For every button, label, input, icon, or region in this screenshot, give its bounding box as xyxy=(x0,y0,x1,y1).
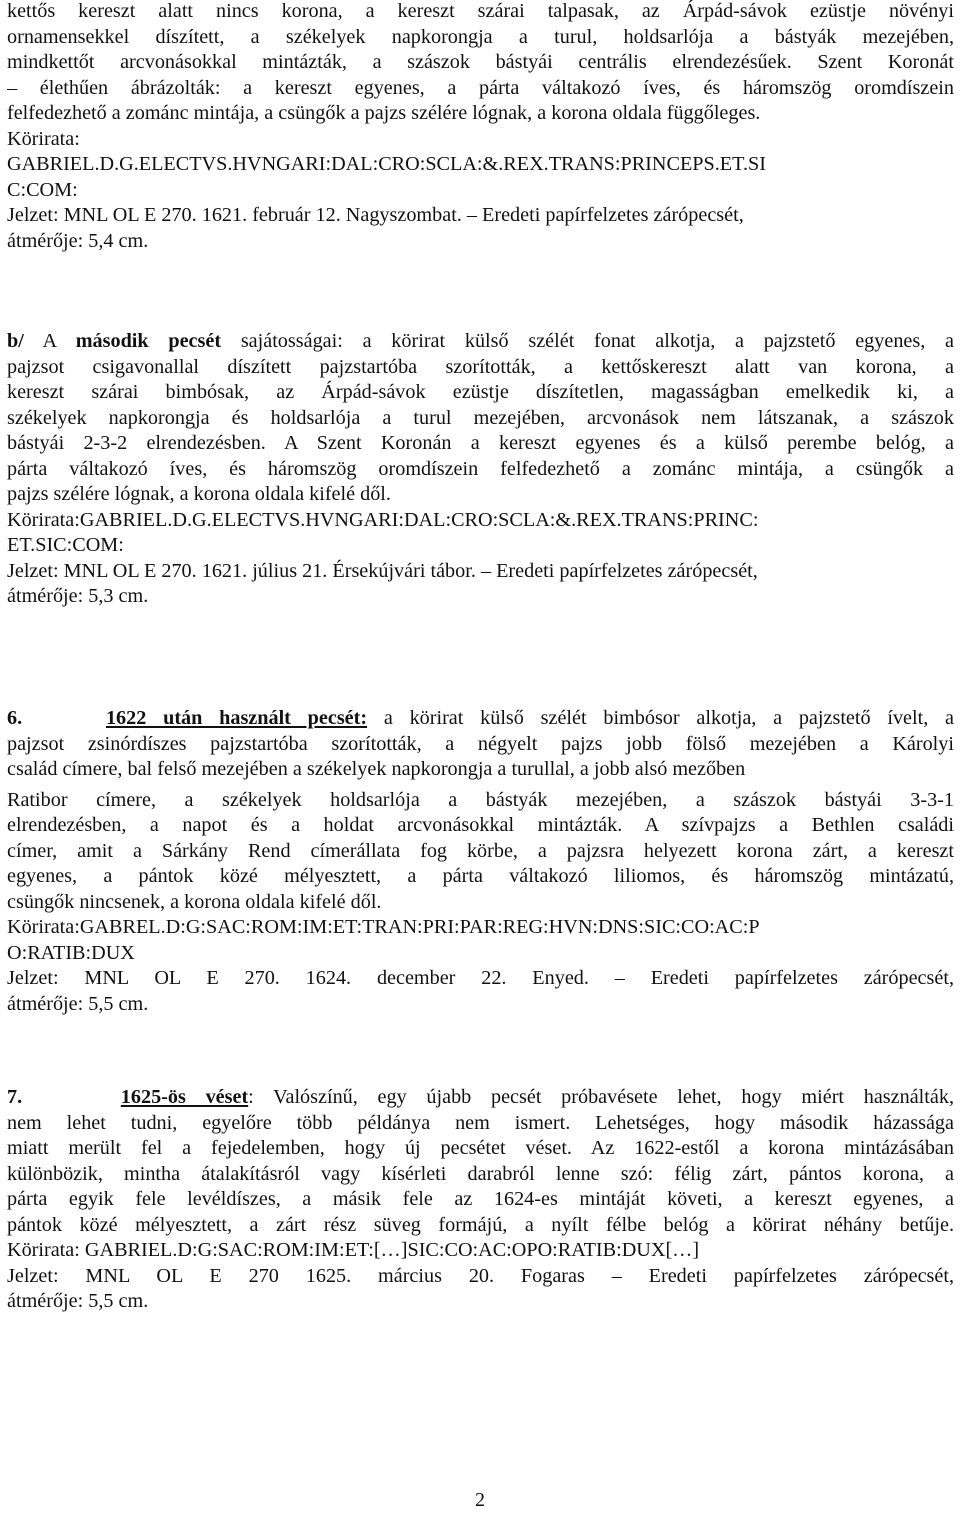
text-line: pajzsot csigavonallal díszített pajzstartóba szorították, a kettőskereszt alatt van korona, a xyxy=(7,355,954,378)
text-line: Körirata:GABREL.D:G:SAC:ROM:IM:ET:TRAN:PRI:PAR:REG:HVN:DNS:SIC:CO:AC:P xyxy=(7,916,760,938)
text-line: – élethűen ábrázolták: a kereszt egyenes, a párta váltakozó íves, és háromszög oromdíszein xyxy=(7,76,954,99)
section-a-tail xyxy=(7,0,954,254)
text-line: Jelzet: MNL OL E 270. 1624. december 22. Enyed. – Eredeti papírfelzetes zárópecsét, xyxy=(7,967,954,989)
text-line: pántok közé mélyesztett, a zárt rész süveg formájú, a nyílt félbe belóg a körirat néhány betűje. xyxy=(7,1213,954,1236)
text-line: párta váltakozó íves, és háromszög oromdíszein felfedezhető a zománc mintája, a csüngők a xyxy=(7,457,954,480)
section-b-lead-word: A xyxy=(42,330,56,352)
text-line: kereszt szárai bimbósak, az Árpád-sávok ezüstje díszítetlen, magasságban emelkedik ki, a xyxy=(7,381,954,403)
text-line: Körirata: GABRIEL.D:G:SAC:ROM:IM:ET:[…]SIC:CO:AC:OPO:RATIB:DUX[…] xyxy=(7,1239,700,1261)
text-line: Ratibor címere, a székelyek holdsarlója a bástyák mezejében, a szászok bástyái 3-3-1 xyxy=(7,788,954,811)
section-b xyxy=(7,329,954,610)
section-6-number: 6. xyxy=(7,707,23,729)
text-line: ornamensekkel díszített, a székelyek napkorongja a turul, holdsarlója a bástyák mezejében, xyxy=(7,25,954,48)
text-line: székelyek napkorongja és holdsarlója a turul mezejében, arcvonások nem látszanak, a szászok xyxy=(7,406,954,429)
text-line: Körirata:GABRIEL.D.G.ELECTVS.HVNGARI:DAL:CRO:SCLA:&.REX.TRANS:PRINC: xyxy=(7,508,759,531)
text-line: család címere, bal felső mezejében a székelyek napkorongja a turullal, a jobb alsó mezőben xyxy=(7,758,746,780)
text-line: felfedezhető a zománc mintája, a csüngők a pajzs szélére lógnak, a korona oldala függőleges. xyxy=(7,102,761,124)
text-line: GABRIEL.D.G.ELECTVS.HVNGARI:DAL:CRO:SCLA:&.REX.TRANS:PRINCEPS.ET.SI xyxy=(7,153,766,175)
section-6-first-line xyxy=(7,706,954,732)
text-line: O:RATIB:DUX xyxy=(7,941,135,964)
text-line: Jelzet: MNL OL E 270. 1621. július 21. Érsekújvári tábor. – Eredeti papírfelzetes zárópecsét, xyxy=(7,559,758,582)
text-line: pajzsot zsinórdíszes pajzstartóba szorították, a négyelt pajzs jobb fölső mezejében a Károlyi xyxy=(7,732,954,755)
text-line: címer, amit a Sárkány Rend címerállata fog körbe, a pajzsra helyezett korona zárt, a kereszt xyxy=(7,839,954,862)
text-line: különbözik, mintha átalakításról vagy kísérleti darabról lenne szó: félig zárt, pántos korona, a xyxy=(7,1162,954,1185)
text-line: bástyái 2-3-2 elrendezésben. A Szent Koronán a kereszt egyenes és a külső perembe belóg, a xyxy=(7,432,954,454)
text-line: elrendezésben, a napot és a holdat arcvonásokkal mintázták. A szívpajzs a Bethlen családi xyxy=(7,814,954,836)
section-7-number: 7. xyxy=(7,1086,23,1108)
text-line: Jelzet: MNL OL E 270 1625. március 20. Fogaras – Eredeti papírfelzetes zárópecsét, xyxy=(7,1264,954,1287)
section-b-prefix: b/ xyxy=(7,330,24,352)
text-line: Jelzet: MNL OL E 270. 1621. február 12. Nagyszombat. – Eredeti papírfelzetes zárópecsét, xyxy=(7,204,744,226)
text-line: átmérője: 5,5 cm. xyxy=(7,992,149,1015)
text-line: csüngők nincsenek, a korona oldala kifelé dől. xyxy=(7,890,382,913)
text-line: pajzs szélére lógnak, a korona oldala kifelé dől. xyxy=(7,483,391,505)
text-line: Körirata: xyxy=(7,127,80,150)
text-line: kettős kereszt alatt nincs korona, a kereszt szárai talpasak, az Árpád-sávok ezüstje növényi xyxy=(7,0,954,22)
section-b-first-line xyxy=(7,329,954,355)
section-7-first-line-rest: : Valószínű, egy újabb pecsét próbavésete lehet, hogy miért használták, xyxy=(248,1086,954,1108)
section-6-first-line-rest: a körirat külső szélét bimbósor alkotja, a pajzstető ívelt, a xyxy=(383,707,954,729)
section-7-heading: 1625-ös véset xyxy=(120,1086,249,1108)
text-line: egyenes, a pántok közé mélyesztett, a párta váltakozó liliomos, és háromszög mintázatú, xyxy=(7,865,954,887)
text-line: ET.SIC:COM: xyxy=(7,534,124,556)
text-line: átmérője: 5,5 cm. xyxy=(7,1290,149,1312)
section-b-heading: második pecsét xyxy=(75,330,222,352)
text-line: mindkettőt arcvonásokkal mintázták, a szászok bástyái centrális elrendezésűek. Szent Koronát xyxy=(7,51,954,73)
text-line: miatt merült fel a fejedelemben, hogy új pecsétet véset. Az 1622-estől a korona mintázásában xyxy=(7,1137,954,1159)
text-line: átmérője: 5,4 cm. xyxy=(7,229,149,252)
section-7-first-line xyxy=(7,1085,954,1111)
section-6-heading: 1622 után használt pecsét: xyxy=(105,707,368,729)
text-line: C:COM: xyxy=(7,178,78,201)
text-line: nem lehet tudni, egyelőre több példánya nem ismert. Lehetséges, hogy második házassága xyxy=(7,1111,954,1134)
section-6 xyxy=(7,706,954,1017)
text-line: átmérője: 5,3 cm. xyxy=(7,585,149,607)
page-number: 2 xyxy=(475,1489,485,1511)
section-7 xyxy=(7,1085,954,1315)
section-b-first-line-rest: sajátosságai: a körirat külső szélét fonat alkotja, a pajzstető egyenes, a xyxy=(240,330,954,352)
text-line: párta egyik fele levéldíszes, a másik fele az 1624-es mintáját követi, a kereszt egyenes, a xyxy=(7,1188,954,1210)
